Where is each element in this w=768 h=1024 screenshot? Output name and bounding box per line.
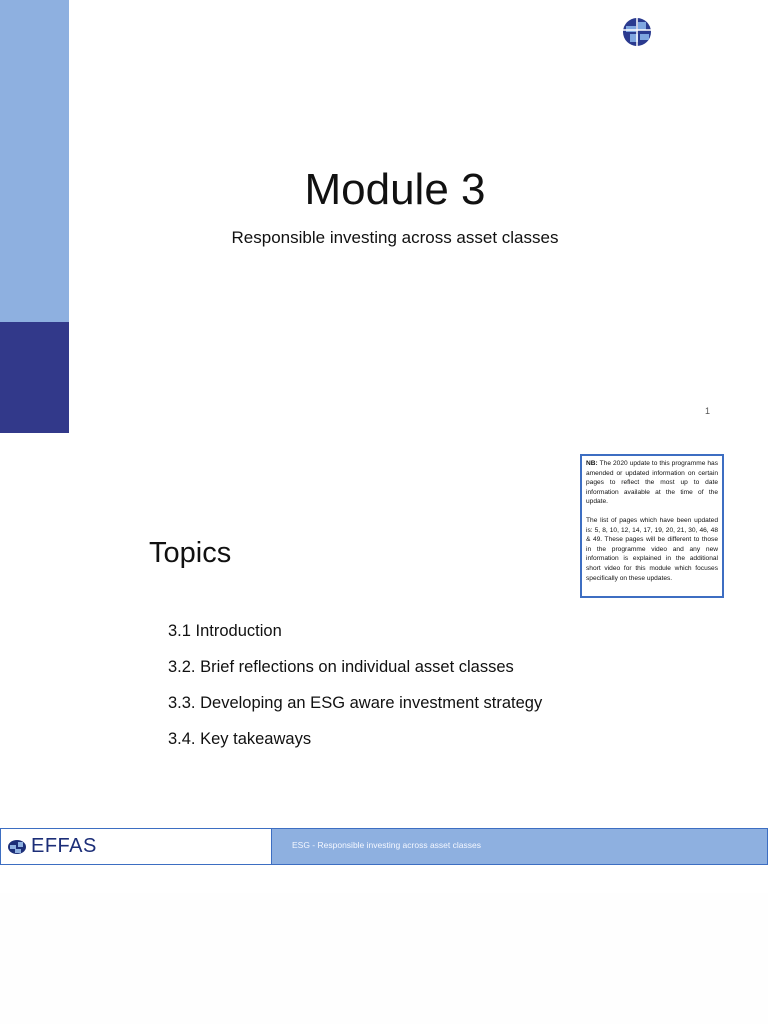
- note-paragraph-1: [586, 459, 718, 507]
- topics-heading: Topics: [149, 537, 232, 569]
- note-label: NB:: [586, 460, 598, 467]
- footer-logo-area: [1, 829, 272, 864]
- note-paragraph-2: The list of pages which have been updated is: 5, 8, 10, 12, 14, 17, 19, 20, 21, 30, 46, 48 & 49. These pages will be different to those in the programme video and any new information is explained in the additional short video for this module which focuses specifically on these updates.: [586, 516, 718, 582]
- topic-item-esg-strategy: 3.3. Developing an ESG aware investment strategy: [168, 694, 543, 712]
- topics-slide: [0, 433, 768, 893]
- accent-bar-dark: [0, 322, 69, 433]
- accent-bar-light: [0, 0, 69, 322]
- title-slide: [0, 0, 768, 433]
- footer-logo-text: EFFAS: [31, 835, 97, 857]
- footer-caption-area: [272, 829, 767, 864]
- effas-footer-logo-icon: [7, 839, 27, 855]
- page-number: 1: [704, 406, 710, 416]
- topic-list: [168, 621, 542, 765]
- slide-subtitle: Responsible investing across asset classes: [231, 228, 559, 247]
- effas-globe-logo-icon: [620, 16, 654, 48]
- topic-item-introduction: 3.1 Introduction: [168, 622, 282, 640]
- slide-title: Module 3: [304, 165, 486, 214]
- topic-item-key-takeaways: 3.4. Key takeaways: [168, 730, 312, 748]
- update-note-box: [580, 454, 724, 598]
- slide-footer: [0, 828, 768, 865]
- note-text-1: The 2020 update to this programme has amended or updated information on certain pages to reflect the most up to date information available at the time of the update.: [586, 460, 719, 506]
- topic-item-asset-classes: 3.2. Brief reflections on individual asset classes: [168, 658, 514, 676]
- footer-caption: ESG - Responsible investing across asset classes: [292, 840, 481, 850]
